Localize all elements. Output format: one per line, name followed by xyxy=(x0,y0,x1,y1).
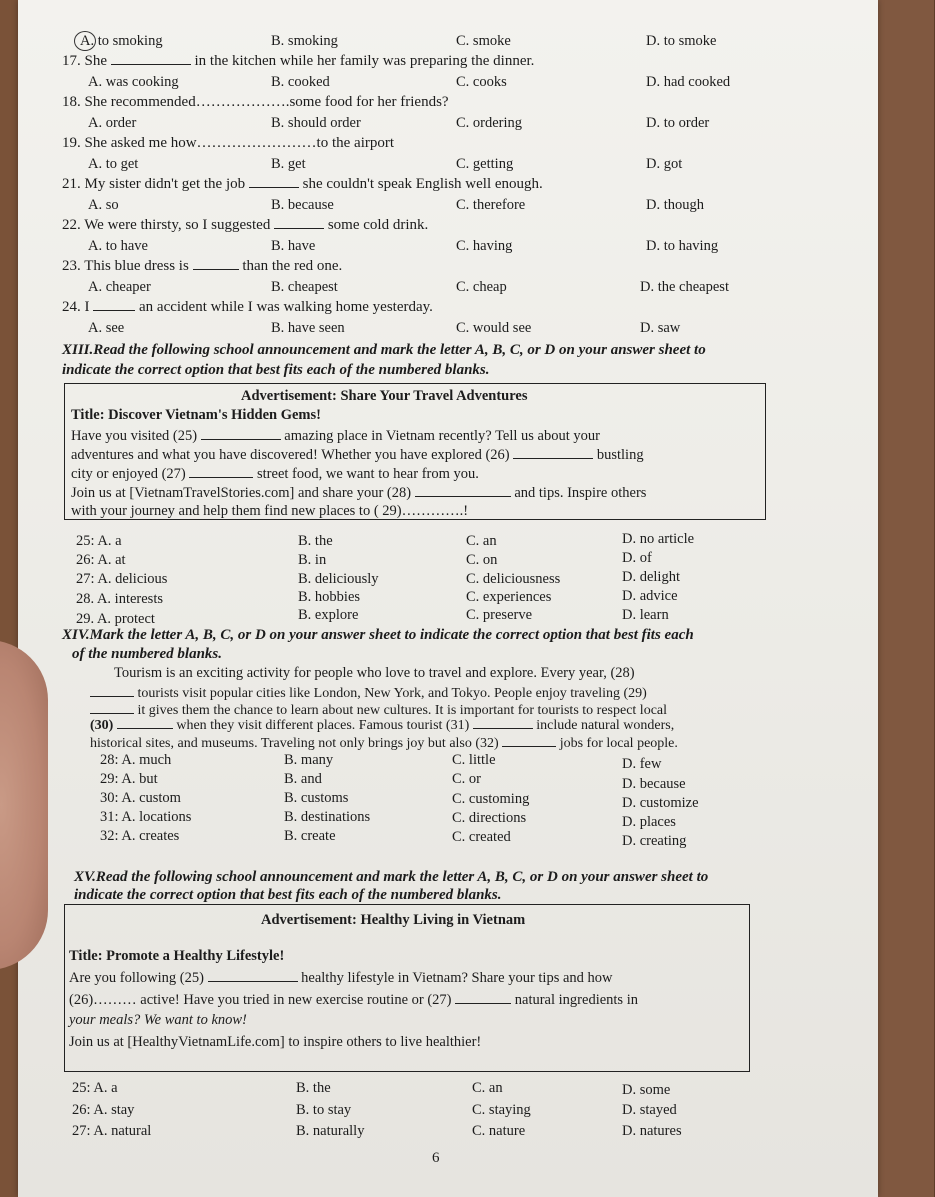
q22-text-pre: 22. We were thirsty, so I suggested xyxy=(62,217,271,233)
q23-question xyxy=(62,257,342,275)
q23-blank xyxy=(193,257,239,270)
sec14-o31-d: D. places xyxy=(622,814,676,830)
sec15-o26-c: C. staying xyxy=(472,1102,531,1118)
sec13-o27-d: D. delight xyxy=(622,569,680,585)
q16-option-d: D. to smoke xyxy=(646,33,717,49)
sec13-line4-post: and tips. Inspire others xyxy=(514,485,647,501)
sec14-heading-line2: of the numbered blanks. xyxy=(72,646,223,662)
sec14-passage-line2 xyxy=(90,684,647,702)
sec13-o25-a: 25: A. a xyxy=(76,533,122,549)
sec15-o25-d: D. some xyxy=(622,1082,671,1098)
sec14-passage-line5-pre: historical sites, and museums. Traveling not only brings joy but also (32) xyxy=(90,736,499,751)
q23-text-pre: 23. This blue dress is xyxy=(62,258,189,274)
sec14-o31-b: B. destinations xyxy=(284,809,371,825)
q16-option-b: B. smoking xyxy=(271,33,338,49)
sec13-o28-a: 28. A. interests xyxy=(76,591,163,607)
sec14-o29-a: 29: A. but xyxy=(100,771,158,787)
q17-option-d: D. had cooked xyxy=(646,74,731,90)
q21-text-post: she couldn't speak English well enough. xyxy=(302,176,543,192)
sec15-line1 xyxy=(69,969,613,987)
q17-option-b: B. cooked xyxy=(271,74,330,90)
sec13-o25-b: B. the xyxy=(298,533,333,549)
sec14-blank-29 xyxy=(90,701,134,714)
sec15-o26-a: 26: A. stay xyxy=(72,1102,135,1118)
sec13-heading-line1: XIII.Read the following school announcement and mark the letter A, B, C, or D on your answer sheet to xyxy=(62,342,706,358)
sec13-advertisement-box xyxy=(64,383,766,520)
sec15-o27-d: D. natures xyxy=(622,1123,682,1139)
sec14-blank-32 xyxy=(502,734,556,747)
hand-holding-page xyxy=(0,640,48,970)
sec14-blank-30 xyxy=(117,716,173,729)
q22-text-post: some cold drink. xyxy=(327,217,429,233)
q19-question: 19. She asked me how……………………to the airport xyxy=(62,135,395,151)
sec14-o29-c: C. or xyxy=(452,771,481,787)
sec15-o25-c: C. an xyxy=(472,1080,503,1096)
sec15-o25-a: 25: A. a xyxy=(72,1080,118,1096)
q18-option-b: B. should order xyxy=(271,115,361,131)
sec13-o26-a: 26: A. at xyxy=(76,552,126,568)
sec13-o26-d: D. of xyxy=(622,550,652,566)
q17-option-a: A. was cooking xyxy=(88,74,179,90)
sec14-passage-line5 xyxy=(90,734,678,752)
sec15-ad-title: Advertisement: Healthy Living in Vietnam xyxy=(261,912,526,928)
q24-text-post: an accident while I was walking home yesterday. xyxy=(139,299,433,315)
sec14-o28-b: B. many xyxy=(284,752,334,768)
sec13-ad-title: Advertisement: Share Your Travel Adventures xyxy=(241,388,528,404)
sec14-o32-d: D. creating xyxy=(622,833,687,849)
sec14-passage-line4-post: include natural wonders, xyxy=(536,718,675,733)
sec13-o27-a: 27: A. delicious xyxy=(76,571,168,587)
q16-option-a: A. to smoking xyxy=(80,33,163,49)
sec14-o31-c: C. directions xyxy=(452,810,527,826)
q21-option-a: A. so xyxy=(88,197,119,213)
sec13-o29-a: 29. A. protect xyxy=(76,611,155,627)
q17-text-pre: 17. She xyxy=(62,53,107,69)
sec14-o32-c: C. created xyxy=(452,829,511,845)
sec13-o28-d: D. advice xyxy=(622,588,678,604)
sec14-o30-c: C. customing xyxy=(452,791,530,807)
q24-text-pre: 24. I xyxy=(62,299,90,315)
sec15-title: Title: Promote a Healthy Lifestyle! xyxy=(69,948,285,964)
q22-blank xyxy=(274,216,324,229)
q17-text-post: in the kitchen while her family was preparing the dinner. xyxy=(194,53,535,69)
sec15-o25-b: B. the xyxy=(296,1080,331,1096)
sec15-line1-pre: Are you following (25) xyxy=(69,970,204,986)
sec14-blank-28 xyxy=(90,684,134,697)
sec13-o29-d: D. learn xyxy=(622,607,669,623)
q19-option-d: D. got xyxy=(646,156,683,172)
sec13-blank-26 xyxy=(513,446,593,459)
sec13-o27-b: B. deliciously xyxy=(298,571,379,587)
q21-option-d: D. though xyxy=(646,197,704,213)
sec13-line1 xyxy=(71,427,600,445)
sec14-passage-line4-mid: when they visit different places. Famous tourist (31) xyxy=(176,718,470,733)
sec15-blank-27 xyxy=(455,991,511,1004)
sec13-blank-27 xyxy=(189,465,253,478)
sec14-o28-a: 28: A. much xyxy=(100,752,172,768)
sec13-line2 xyxy=(71,446,644,464)
sec13-blank-25 xyxy=(201,427,281,440)
q21-text-pre: 21. My sister didn't get the job xyxy=(62,176,246,192)
sec15-line2-pre: (26)……… active! Have you tried in new exercise routine or (27) xyxy=(69,992,452,1008)
sec14-o31-a: 31: A. locations xyxy=(100,809,192,825)
sec13-o29-c: C. preserve xyxy=(466,607,533,623)
q16-option-c: C. smoke xyxy=(456,33,511,49)
sec14-heading-line1: XIV.Mark the letter A, B, C, or D on your answer sheet to indicate the correct option that best fits each xyxy=(62,627,694,643)
sec14-o29-b: B. and xyxy=(284,771,322,787)
q22-option-a: A. to have xyxy=(88,238,148,254)
q17-option-c: C. cooks xyxy=(456,74,507,90)
sec13-line1-pre: Have you visited (25) xyxy=(71,428,198,444)
q17-blank xyxy=(111,52,191,65)
sec13-o28-b: B. hobbies xyxy=(298,589,361,605)
q24-blank xyxy=(93,298,135,311)
sec13-blank-28 xyxy=(415,484,511,497)
q18-option-a: A. order xyxy=(88,115,137,131)
sec14-o32-b: B. create xyxy=(284,828,336,844)
sec15-line2-post: natural ingredients in xyxy=(514,992,638,1008)
sec14-o32-a: 32: A. creates xyxy=(100,828,180,844)
q21-option-b: B. because xyxy=(271,197,334,213)
sec13-line2-post: bustling xyxy=(596,447,644,463)
sec15-line4: Join us at [HealthyVietnamLife.com] to inspire others to live healthier! xyxy=(69,1034,482,1050)
q19-option-c: C. getting xyxy=(456,156,514,172)
q24-option-b: B. have seen xyxy=(271,320,345,336)
q19-option-b: B. get xyxy=(271,156,306,172)
sec13-line1-post: amazing place in Vietnam recently? Tell us about your xyxy=(284,428,600,444)
q22-option-b: B. have xyxy=(271,238,316,254)
q24-option-a: A. see xyxy=(88,320,125,336)
sec15-o27-a: 27: A. natural xyxy=(72,1123,152,1139)
sec14-passage-line3-text: it gives them the chance to learn about new cultures. It is important for tourists to respect local xyxy=(137,703,668,718)
sec13-line5: with your journey and help them find new places to ( 29)………….! xyxy=(71,503,469,519)
q24-option-d: D. saw xyxy=(640,320,681,336)
sec15-advertisement-box xyxy=(64,904,750,1072)
sec15-line1-post: healthy lifestyle in Vietnam? Share your tips and how xyxy=(301,970,613,986)
sec14-blank-label-30: (30) xyxy=(90,718,114,733)
page-number: 6 xyxy=(432,1150,440,1166)
q18-option-c: C. ordering xyxy=(456,115,523,131)
sec13-line3-pre: city or enjoyed (27) xyxy=(71,466,186,482)
q17-question xyxy=(62,52,534,70)
sec13-o28-c: C. experiences xyxy=(466,589,552,605)
sec15-heading-line2: indicate the correct option that best fits each of the numbered blanks. xyxy=(74,887,502,903)
q22-question xyxy=(62,216,428,234)
sec15-line3: your meals? We want to know! xyxy=(69,1012,247,1028)
q23-text-post: than the red one. xyxy=(242,258,343,274)
sec13-heading-line2: indicate the correct option that best fits each of the numbered blanks. xyxy=(62,362,490,378)
q23-option-b: B. cheapest xyxy=(271,279,338,295)
q21-blank xyxy=(249,175,299,188)
sec13-o26-c: C. on xyxy=(466,552,498,568)
sec15-o27-c: C. nature xyxy=(472,1123,526,1139)
sec13-line3 xyxy=(71,465,479,483)
sec15-o27-b: B. naturally xyxy=(296,1123,365,1139)
sec13-o25-d: D. no article xyxy=(622,531,695,547)
sec13-line2-pre: adventures and what you have discovered! Whether you have explored (26) xyxy=(71,447,510,463)
sec14-passage-line2-text: tourists visit popular cities like London, New York, and Tokyo. People enjoy traveling (29) xyxy=(137,686,647,701)
sec13-title: Title: Discover Vietnam's Hidden Gems! xyxy=(71,407,321,423)
sec15-o26-b: B. to stay xyxy=(296,1102,352,1118)
sec13-line4 xyxy=(71,484,646,502)
sec14-passage-line1: Tourism is an exciting activity for people who love to travel and explore. Every year, (28) xyxy=(114,665,635,681)
q22-option-d: D. to having xyxy=(646,238,719,254)
sec14-o30-a: 30: A. custom xyxy=(100,790,181,806)
sec14-blank-31 xyxy=(473,716,533,729)
sec14-o30-d: D. customize xyxy=(622,795,699,811)
sec15-line2 xyxy=(69,991,638,1009)
sec13-line4-pre: Join us at [VietnamTravelStories.com] and share your (28) xyxy=(71,485,412,501)
sec13-o25-c: C. an xyxy=(466,533,497,549)
sec14-passage-line5-post: jobs for local people. xyxy=(559,736,678,751)
q24-question xyxy=(62,298,433,316)
sec13-line3-post: street food, we want to hear from you. xyxy=(257,466,479,482)
q23-option-c: C. cheap xyxy=(456,279,507,295)
sec14-o28-c: C. little xyxy=(452,752,496,768)
sec14-passage-line4 xyxy=(90,716,674,734)
sec15-heading-line1: XV.Read the following school announcement and mark the letter A, B, C, or D on your answer sheet to xyxy=(74,869,709,885)
q21-question xyxy=(62,175,543,193)
sec14-o30-b: B. customs xyxy=(284,790,349,806)
sec13-o26-b: B. in xyxy=(298,552,327,568)
q23-option-a: A. cheaper xyxy=(88,279,151,295)
sec13-o29-b: B. explore xyxy=(298,607,359,623)
q23-option-d: D. the cheapest xyxy=(640,279,729,295)
q18-question: 18. She recommended……………….some food for her friends? xyxy=(62,94,449,110)
q21-option-c: C. therefore xyxy=(456,197,526,213)
q24-option-c: C. would see xyxy=(456,320,532,336)
sec13-o27-c: C. deliciousness xyxy=(466,571,561,587)
sec15-blank-25 xyxy=(208,969,298,982)
sec14-o29-d: D. because xyxy=(622,776,686,792)
q22-option-c: C. having xyxy=(456,238,513,254)
q18-option-d: D. to order xyxy=(646,115,710,131)
sec14-o28-d: D. few xyxy=(622,756,662,772)
sec15-o26-d: D. stayed xyxy=(622,1102,677,1118)
q19-option-a: A. to get xyxy=(88,156,139,172)
